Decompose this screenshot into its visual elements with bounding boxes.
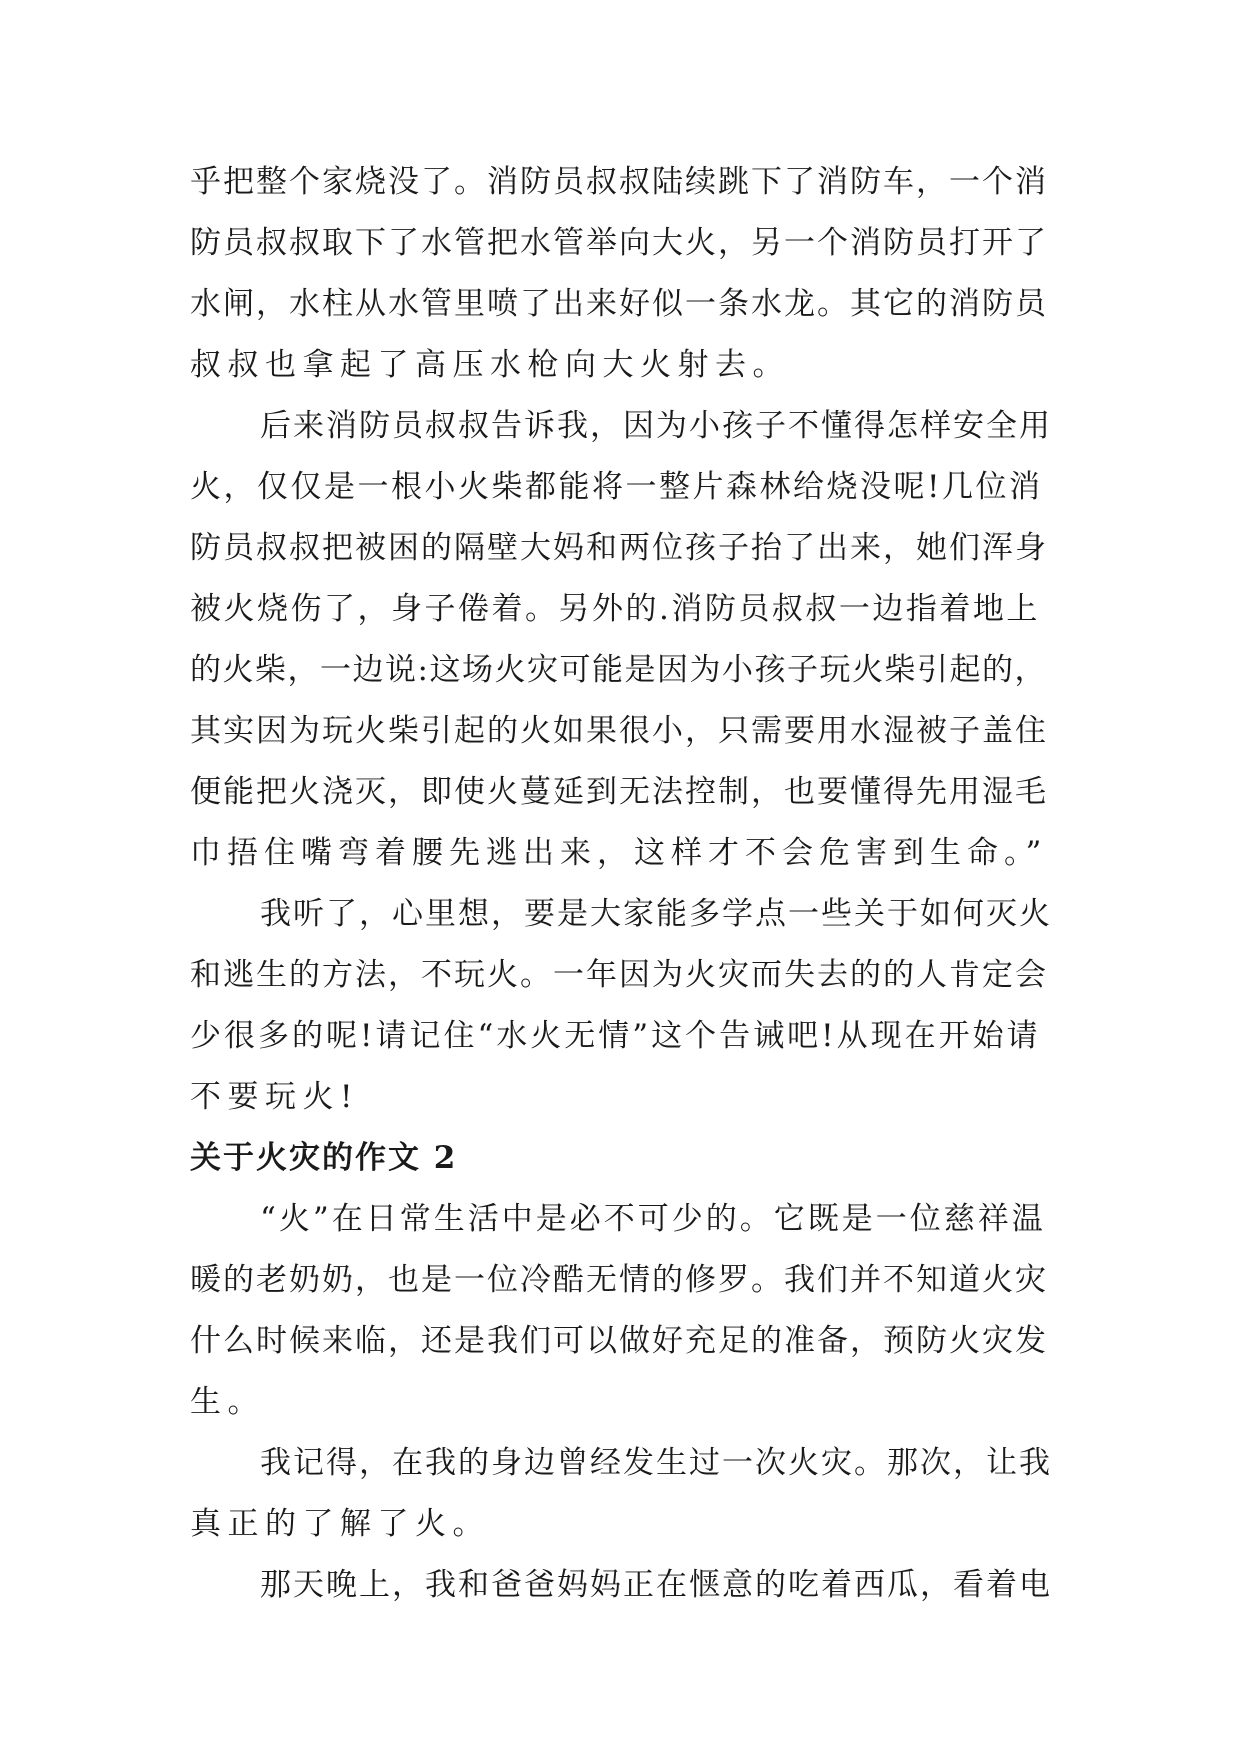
essay-heading: 关于火灾的作文 2 [190,1140,458,1176]
text-line: “火”在日常生活中是必不可少的。它既是一位慈祥温 [260,1201,1046,1237]
text-line: 便能把火浇灭，即使火蔓延到无法控制，也要懂得先用湿毛 [190,774,1048,810]
document-page [190,152,1052,1616]
paragraph-firefighter-advice [190,396,1052,884]
text-line: 那天晚上，我和爸爸妈妈正在惬意的吃着西瓜，看着电 [260,1567,1052,1603]
text-line: 生。 [190,1384,265,1420]
text-line: 暖的老奶奶，也是一位冷酷无情的修罗。我们并不知道火灾 [190,1262,1048,1298]
text-line: 和逃生的方法，不玩火。一年因为火灾而失去的的人肯定会 [190,957,1048,993]
text-line: 后来消防员叔叔告诉我，因为小孩子不懂得怎样安全用 [260,408,1052,444]
text-line: 防员叔叔把被困的隔壁大妈和两位孩子抬了出来，她们浑身 [190,530,1048,566]
text-line: 什么时候来临，还是我们可以做好充足的准备，预防火灾发 [190,1323,1048,1359]
text-line: 被火烧伤了，身子倦着。另外的.消防员叔叔一边指着地上 [190,591,1040,627]
text-line: 不要玩火! [190,1079,359,1115]
paragraph-evening [190,1555,1052,1616]
text-line: 乎把整个家烧没了。消防员叔叔陆续跳下了消防车，一个消 [190,164,1048,200]
paragraph-fire-intro [190,1189,1052,1433]
text-line: 水闸，水柱从水管里喷了出来好似一条水龙。其它的消防员 [190,286,1048,322]
text-line: 巾捂住嘴弯着腰先逃出来，这样才不会危害到生命。” [190,835,1048,871]
paragraph-reflection [190,884,1052,1128]
paragraph-fire-scene [190,152,1052,396]
paragraph-memory [190,1433,1052,1555]
text-line: 叔叔也拿起了高压水枪向大火射去。 [190,347,790,383]
text-line: 其实因为玩火柴引起的火如果很小，只需要用水湿被子盖住 [190,713,1048,749]
text-line: 的火柴，一边说:这场火灾可能是因为小孩子玩火柴引起的， [190,652,1047,688]
text-line: 我听了，心里想，要是大家能多学点一些关于如何灭火 [260,896,1052,932]
text-line: 防员叔叔取下了水管把水管举向大火，另一个消防员打开了 [190,225,1048,261]
text-line: 真正的了解了火。 [190,1506,490,1542]
text-line: 少很多的呢!请记住“水火无情”这个告诫吧!从现在开始请 [190,1018,1041,1054]
text-line: 火，仅仅是一根小火柴都能将一整片森林给烧没呢!几位消 [190,469,1043,505]
text-line: 我记得，在我的身边曾经发生过一次火灾。那次，让我 [260,1445,1052,1481]
